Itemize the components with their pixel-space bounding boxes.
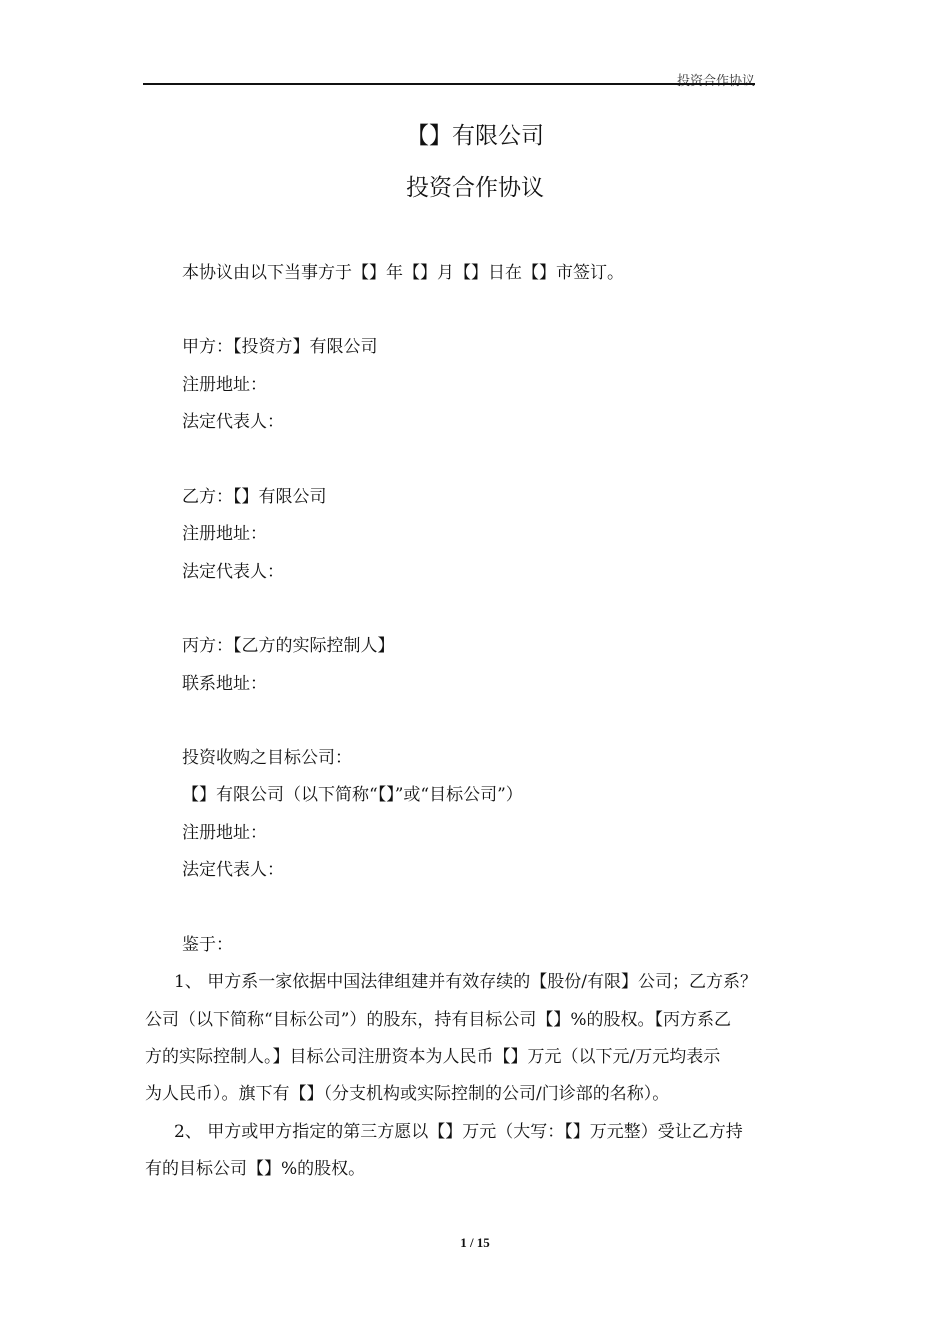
whereas-item-1-line-2: 公司（以下简称“目标公司”）的股东，持有目标公司【】%的股权。【丙方系乙 — [145, 1010, 732, 1030]
target-address: 注册地址： — [182, 823, 267, 843]
page-number: 1 / 15 — [460, 1235, 490, 1250]
whereas-heading: 鉴于： — [182, 935, 233, 955]
whereas-item-2-line-1: 2、 甲方或甲方指定的第三方愿以【】万元（大写：【】万元整）受让乙方持 — [174, 1122, 743, 1142]
document-title-agreement: 投资合作协议 — [406, 175, 544, 201]
party-b-address: 注册地址： — [182, 524, 267, 544]
whereas-item-1-line-4: 为人民币）。旗下有【】（分支机构或实际控制的公司/门诊部的名称）。 — [145, 1084, 670, 1104]
party-c-address: 联系地址： — [182, 674, 267, 694]
header-rule — [143, 83, 755, 85]
target-company-name: 【】有限公司（以下简称“【】”或“目标公司”） — [182, 785, 523, 805]
party-a-address: 注册地址： — [182, 375, 267, 395]
party-a-name: 甲方：【投资方】有限公司 — [182, 337, 378, 357]
target-heading: 投资收购之目标公司： — [182, 748, 352, 768]
running-header: 投资合作协议 — [676, 74, 755, 89]
whereas-item-2-line-2: 有的目标公司【】%的股权。 — [145, 1159, 366, 1179]
whereas-item-1-line-1: 1、 甲方系一家依据中国法律组建并有效存续的【股份/有限】公司；乙方系？ — [174, 972, 757, 992]
intro-paragraph: 本协议由以下当事方于【】年【】月【】日在【】市签订。 — [182, 263, 624, 283]
party-b-name: 乙方：【】有限公司 — [182, 487, 327, 507]
document-title-company: 【】有限公司 — [406, 123, 544, 149]
party-a-representative: 法定代表人： — [182, 412, 284, 432]
party-b-representative: 法定代表人： — [182, 562, 284, 582]
target-representative: 法定代表人： — [182, 860, 284, 880]
party-c-name: 丙方：【乙方的实际控制人】 — [182, 636, 395, 656]
whereas-item-1-line-3: 方的实际控制人。】目标公司注册资本为人民币【】万元（以下元/万元均表示 — [145, 1047, 721, 1067]
